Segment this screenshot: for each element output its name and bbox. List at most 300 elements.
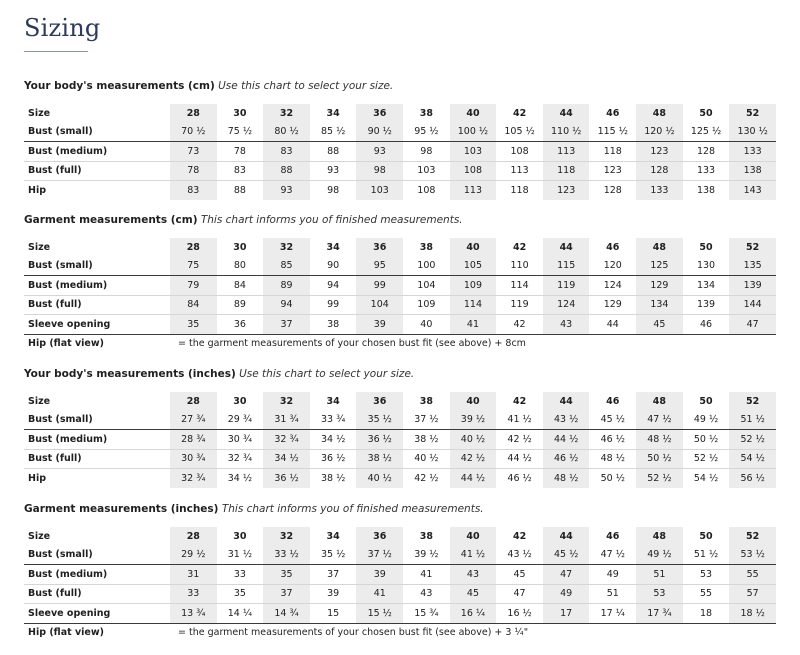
- page-title: Sizing: [24, 14, 101, 42]
- value-cell: 115 ½: [597, 126, 628, 138]
- section-heading-title: Your body's measurements (inches): [24, 368, 236, 380]
- value-cell: 45: [450, 584, 497, 604]
- value-cell: 44: [589, 315, 636, 335]
- value-cell: 103: [356, 181, 403, 200]
- size-cell: 48: [636, 527, 683, 546]
- value-cell: 18 ½: [729, 604, 776, 624]
- value-cell: 125 ½: [690, 126, 722, 138]
- value-cell: 90: [327, 260, 340, 272]
- value-cell: 94: [310, 276, 357, 296]
- size-cell: 44: [543, 527, 590, 546]
- size-cell: 28: [170, 392, 217, 411]
- value-cell: 31 ½: [227, 549, 253, 561]
- value-cell: 110 ½: [543, 123, 590, 142]
- row-label: Hip: [24, 181, 170, 200]
- value-cell: 94: [263, 295, 310, 315]
- value-cell: 56 ½: [729, 469, 776, 488]
- value-cell: 85 ½: [320, 126, 346, 138]
- table-row: [24, 181, 776, 200]
- value-cell: 125: [636, 257, 683, 276]
- value-cell: 32 ¾: [170, 469, 217, 488]
- value-cell: 124: [589, 276, 636, 296]
- value-cell: 13 ¾: [170, 604, 217, 624]
- size-cell: 38: [419, 107, 433, 119]
- value-cell: 105: [450, 257, 497, 276]
- value-cell: 39: [356, 565, 403, 585]
- value-cell: 40 ½: [356, 469, 403, 488]
- value-cell: 43: [543, 315, 590, 335]
- value-cell: 113: [450, 181, 497, 200]
- row-label: Hip (flat view): [24, 334, 170, 353]
- size-cell: 40: [450, 238, 497, 257]
- size-cell: 52: [729, 392, 776, 411]
- value-cell: 48 ½: [543, 469, 590, 488]
- value-cell: 130 ½: [729, 123, 776, 142]
- size-cell: 30: [233, 395, 247, 407]
- size-cell: 32: [263, 392, 310, 411]
- size-cell: 42: [512, 395, 527, 407]
- value-cell: 57: [729, 584, 776, 604]
- size-cell: 28: [170, 104, 217, 123]
- row-label: Hip (flat view): [24, 623, 170, 642]
- row-label: Bust (medium): [24, 565, 170, 585]
- value-cell: 139: [729, 276, 776, 296]
- row-label: Hip: [24, 469, 170, 488]
- value-cell: 45 ½: [543, 546, 590, 565]
- value-cell: 39: [310, 584, 357, 604]
- value-cell: 115: [543, 257, 590, 276]
- row-label: Sleeve opening: [24, 604, 170, 624]
- table-row: [24, 295, 776, 315]
- value-cell: 47 ½: [636, 411, 683, 430]
- value-cell: 100: [417, 260, 436, 272]
- size-cell: 42: [512, 241, 527, 253]
- value-cell: 129: [589, 295, 636, 315]
- value-cell: 16 ½: [496, 604, 543, 624]
- value-cell: 37: [263, 315, 310, 335]
- size-cell: 42: [512, 107, 527, 119]
- size-cell: 30: [233, 107, 247, 119]
- value-cell: 35: [170, 315, 217, 335]
- value-cell: 123: [589, 161, 636, 181]
- size-label: Size: [28, 395, 51, 407]
- value-cell: 83: [217, 161, 264, 181]
- value-cell: 51: [589, 584, 636, 604]
- value-cell: 98: [356, 161, 403, 181]
- value-cell: 30 ¾: [217, 430, 264, 450]
- value-cell: 75 ½: [227, 126, 253, 138]
- value-cell: 50 ½: [683, 430, 730, 450]
- value-cell: 85: [263, 257, 310, 276]
- row-label: Bust (full): [24, 449, 170, 469]
- value-cell: 36: [217, 315, 264, 335]
- size-cell: 46: [606, 241, 620, 253]
- value-cell: 108: [450, 161, 497, 181]
- size-cell: 32: [263, 238, 310, 257]
- value-cell: 44 ½: [543, 430, 590, 450]
- size-cell: 32: [263, 104, 310, 123]
- value-cell: 89: [217, 295, 264, 315]
- value-cell: 78: [217, 142, 264, 162]
- measurement-table: [24, 238, 776, 353]
- value-cell: 75: [170, 257, 217, 276]
- size-cell: 38: [419, 530, 433, 542]
- size-cell: 30: [233, 241, 247, 253]
- section-garment-cm: [24, 212, 776, 353]
- value-cell: 105 ½: [504, 126, 535, 138]
- section-body-cm: [24, 78, 776, 200]
- value-cell: 113: [543, 142, 590, 162]
- section-heading: [24, 366, 776, 382]
- table-row: [24, 315, 776, 335]
- row-label: Bust (small): [28, 260, 93, 272]
- table-row: [24, 430, 776, 450]
- value-cell: 54 ½: [683, 469, 730, 488]
- value-cell: 34 ½: [217, 469, 264, 488]
- value-cell: 79: [170, 276, 217, 296]
- table-row: [24, 161, 776, 181]
- value-cell: 109: [403, 295, 450, 315]
- row-label: Bust (medium): [24, 430, 170, 450]
- value-cell: 80: [233, 260, 246, 272]
- section-heading-note: This chart informs you of finished measurements.: [200, 214, 463, 226]
- section-body-inches: [24, 366, 776, 488]
- value-cell: 143: [729, 181, 776, 200]
- value-cell: 46 ½: [496, 469, 543, 488]
- value-cell: 55: [729, 565, 776, 585]
- value-cell: 42 ½: [403, 469, 450, 488]
- value-cell: 35: [263, 565, 310, 585]
- value-cell: 84: [170, 295, 217, 315]
- value-cell: 31 ¾: [263, 411, 310, 430]
- value-cell: 90 ½: [356, 123, 403, 142]
- size-cell: 40: [450, 527, 497, 546]
- size-cell: 32: [263, 527, 310, 546]
- size-cell: 40: [450, 392, 497, 411]
- row-label: Bust (small): [28, 126, 93, 138]
- value-cell: 128: [589, 181, 636, 200]
- value-cell: 33: [217, 565, 264, 585]
- value-cell: 38 ½: [403, 430, 450, 450]
- value-cell: 33 ½: [263, 546, 310, 565]
- table-row: [24, 123, 776, 142]
- size-cell: 44: [543, 104, 590, 123]
- value-cell: 50 ½: [636, 449, 683, 469]
- value-cell: 46 ½: [589, 430, 636, 450]
- section-garment-inches: [24, 501, 776, 642]
- size-cell: 50: [699, 241, 713, 253]
- value-cell: 70 ½: [170, 123, 217, 142]
- value-cell: 33: [170, 584, 217, 604]
- value-cell: 29 ¾: [227, 414, 253, 426]
- value-cell: 108: [403, 181, 450, 200]
- size-cell: 34: [326, 241, 340, 253]
- value-cell: 15: [310, 604, 357, 624]
- value-cell: 80 ½: [263, 123, 310, 142]
- value-cell: 119: [543, 276, 590, 296]
- value-cell: 53: [636, 584, 683, 604]
- row-label: Bust (medium): [24, 142, 170, 162]
- size-cell: 28: [170, 527, 217, 546]
- value-cell: 103: [403, 161, 450, 181]
- size-cell: 46: [606, 530, 620, 542]
- size-cell: 50: [699, 395, 713, 407]
- value-cell: 45: [636, 315, 683, 335]
- value-cell: 18: [683, 604, 730, 624]
- value-cell: 29 ½: [170, 546, 217, 565]
- value-cell: 49 ½: [693, 414, 719, 426]
- size-cell: 34: [326, 107, 340, 119]
- value-cell: 35 ½: [356, 411, 403, 430]
- size-row: [24, 238, 776, 257]
- value-cell: 54 ½: [729, 449, 776, 469]
- value-cell: 37 ½: [414, 414, 439, 426]
- value-cell: 43: [403, 584, 450, 604]
- value-cell: 43 ½: [507, 549, 532, 561]
- value-cell: 118: [496, 181, 543, 200]
- value-cell: 114: [450, 295, 497, 315]
- value-cell: 134: [636, 295, 683, 315]
- table-row: [24, 449, 776, 469]
- size-cell: 44: [543, 392, 590, 411]
- value-cell: 27 ¾: [170, 411, 217, 430]
- size-cell: 46: [606, 107, 620, 119]
- value-cell: 99: [310, 295, 357, 315]
- value-cell: 50 ½: [589, 469, 636, 488]
- value-cell: 44 ½: [450, 469, 497, 488]
- value-cell: 42 ½: [450, 449, 497, 469]
- value-cell: 33 ¾: [320, 414, 346, 426]
- value-cell: 93: [263, 181, 310, 200]
- value-cell: 39: [356, 315, 403, 335]
- value-cell: 16 ¼: [450, 604, 497, 624]
- value-cell: 47: [729, 315, 776, 335]
- section-heading: [24, 78, 776, 94]
- size-cell: 52: [729, 527, 776, 546]
- value-cell: 103: [450, 142, 497, 162]
- size-cell: 48: [636, 104, 683, 123]
- value-cell: 88: [263, 161, 310, 181]
- value-cell: 43: [450, 565, 497, 585]
- value-cell: 139: [683, 295, 730, 315]
- size-cell: 50: [699, 107, 713, 119]
- value-cell: 55: [683, 584, 730, 604]
- value-cell: 78: [170, 161, 217, 181]
- size-cell: 48: [636, 392, 683, 411]
- section-heading-title: Garment measurements (inches): [24, 503, 219, 515]
- value-cell: 42: [496, 315, 543, 335]
- size-label: Size: [28, 530, 51, 542]
- value-cell: 133: [683, 161, 730, 181]
- size-row: [24, 527, 776, 546]
- value-cell: 37: [310, 565, 357, 585]
- value-cell: 51: [636, 565, 683, 585]
- size-cell: 42: [512, 530, 527, 542]
- value-cell: 129: [636, 276, 683, 296]
- value-cell: 36 ½: [356, 430, 403, 450]
- size-label: Size: [28, 241, 51, 253]
- value-cell: 39 ½: [450, 411, 497, 430]
- size-label: Size: [28, 107, 51, 119]
- size-cell: 52: [729, 238, 776, 257]
- value-cell: 15 ¾: [403, 604, 450, 624]
- table-row: [24, 142, 776, 162]
- row-label: Bust (full): [24, 584, 170, 604]
- table-row: [24, 257, 776, 276]
- value-cell: 135: [729, 257, 776, 276]
- value-cell: 49 ½: [636, 546, 683, 565]
- value-cell: 32 ¾: [263, 430, 310, 450]
- value-cell: 134: [683, 276, 730, 296]
- value-cell: 46: [683, 315, 730, 335]
- value-cell: 39 ½: [414, 549, 439, 561]
- value-cell: 123: [636, 142, 683, 162]
- value-cell: 83: [263, 142, 310, 162]
- value-cell: 93: [310, 161, 357, 181]
- value-cell: 98: [403, 142, 450, 162]
- value-cell: 128: [636, 161, 683, 181]
- table-row: [24, 276, 776, 296]
- row-label: Bust (small): [28, 414, 93, 426]
- value-cell: 41: [356, 584, 403, 604]
- value-cell: 38 ½: [310, 469, 357, 488]
- value-cell: 73: [170, 142, 217, 162]
- note-row: [24, 334, 776, 353]
- value-cell: 124: [543, 295, 590, 315]
- value-cell: 14 ¾: [263, 604, 310, 624]
- value-cell: 84: [217, 276, 264, 296]
- value-cell: 30 ¾: [170, 449, 217, 469]
- size-cell: 48: [636, 238, 683, 257]
- value-cell: 99: [356, 276, 403, 296]
- section-heading-title: Your body's measurements (cm): [24, 80, 215, 92]
- size-cell: 30: [233, 530, 247, 542]
- section-heading-note: This chart informs you of finished measurements.: [221, 503, 484, 515]
- size-cell: 52: [729, 104, 776, 123]
- value-cell: 95 ½: [414, 126, 439, 138]
- value-cell: 51 ½: [729, 411, 776, 430]
- size-cell: 36: [356, 104, 403, 123]
- hip-note: = the garment measurements of your chosen bust fit (see above) + 8cm: [170, 334, 776, 353]
- value-cell: 36 ½: [310, 449, 357, 469]
- measurement-table: [24, 392, 776, 488]
- value-cell: 104: [403, 276, 450, 296]
- value-cell: 138: [683, 181, 730, 200]
- value-cell: 34 ½: [263, 449, 310, 469]
- value-cell: 37: [263, 584, 310, 604]
- value-cell: 47: [543, 565, 590, 585]
- value-cell: 38 ½: [356, 449, 403, 469]
- value-cell: 95: [356, 257, 403, 276]
- value-cell: 104: [356, 295, 403, 315]
- size-cell: 38: [419, 241, 433, 253]
- section-heading-note: Use this chart to select your size.: [239, 368, 415, 380]
- table-row: [24, 469, 776, 488]
- size-cell: 36: [356, 238, 403, 257]
- value-cell: 133: [729, 142, 776, 162]
- hip-note: = the garment measurements of your chosen bust fit (see above) + 3 ¼": [170, 623, 776, 642]
- value-cell: 35 ½: [320, 549, 346, 561]
- value-cell: 120: [603, 260, 622, 272]
- table-row: [24, 546, 776, 565]
- value-cell: 47: [496, 584, 543, 604]
- value-cell: 118: [543, 161, 590, 181]
- value-cell: 123: [543, 181, 590, 200]
- section-heading: [24, 212, 776, 228]
- size-cell: 44: [543, 238, 590, 257]
- size-cell: 34: [326, 395, 340, 407]
- measurement-table: [24, 104, 776, 200]
- value-cell: 41 ½: [450, 546, 497, 565]
- value-cell: 37 ½: [356, 546, 403, 565]
- title-underline: [24, 51, 88, 52]
- row-label: Bust (full): [24, 295, 170, 315]
- value-cell: 130: [696, 260, 716, 272]
- table-row: [24, 604, 776, 624]
- value-cell: 17: [543, 604, 590, 624]
- value-cell: 32 ¾: [217, 449, 264, 469]
- value-cell: 40 ½: [450, 430, 497, 450]
- value-cell: 109: [450, 276, 497, 296]
- value-cell: 45: [496, 565, 543, 585]
- value-cell: 53 ½: [729, 546, 776, 565]
- size-cell: 46: [606, 395, 620, 407]
- table-row: [24, 584, 776, 604]
- table-row: [24, 411, 776, 430]
- value-cell: 100 ½: [450, 123, 497, 142]
- value-cell: 110: [510, 260, 529, 272]
- value-cell: 89: [263, 276, 310, 296]
- value-cell: 36 ½: [263, 469, 310, 488]
- size-cell: 36: [356, 527, 403, 546]
- value-cell: 41: [450, 315, 497, 335]
- value-cell: 28 ¾: [170, 430, 217, 450]
- size-row: [24, 392, 776, 411]
- value-cell: 45 ½: [600, 414, 625, 426]
- row-label: Bust (full): [24, 161, 170, 181]
- value-cell: 118: [589, 142, 636, 162]
- value-cell: 17 ¼: [589, 604, 636, 624]
- measurement-table: [24, 527, 776, 642]
- value-cell: 40: [403, 315, 450, 335]
- row-label: Bust (small): [28, 549, 93, 561]
- section-heading-note: Use this chart to select your size.: [218, 80, 394, 92]
- value-cell: 48 ½: [636, 430, 683, 450]
- row-label: Bust (medium): [24, 276, 170, 296]
- value-cell: 52 ½: [683, 449, 730, 469]
- value-cell: 48 ½: [589, 449, 636, 469]
- value-cell: 98: [310, 181, 357, 200]
- value-cell: 41 ½: [507, 414, 532, 426]
- value-cell: 34 ½: [310, 430, 357, 450]
- size-cell: 34: [326, 530, 340, 542]
- value-cell: 47 ½: [600, 549, 625, 561]
- value-cell: 41: [403, 565, 450, 585]
- value-cell: 144: [729, 295, 776, 315]
- value-cell: 53: [683, 565, 730, 585]
- value-cell: 42 ½: [496, 430, 543, 450]
- value-cell: 93: [356, 142, 403, 162]
- value-cell: 43 ½: [543, 411, 590, 430]
- size-cell: 28: [170, 238, 217, 257]
- value-cell: 108: [496, 142, 543, 162]
- value-cell: 52 ½: [729, 430, 776, 450]
- size-cell: 40: [450, 104, 497, 123]
- value-cell: 15 ½: [356, 604, 403, 624]
- note-row: [24, 623, 776, 642]
- value-cell: 133: [636, 181, 683, 200]
- value-cell: 138: [729, 161, 776, 181]
